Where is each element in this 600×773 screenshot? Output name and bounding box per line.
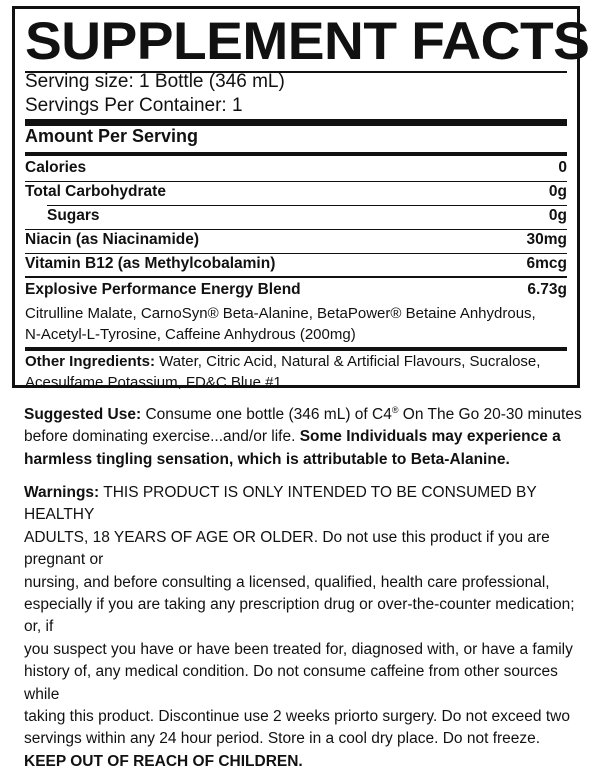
registered-mark: ®	[391, 404, 399, 415]
nutrient-value: 30mg	[526, 231, 567, 248]
nutrient-label: Vitamin B12 (as Methylcobalamin)	[25, 255, 276, 272]
thick-divider	[25, 119, 567, 126]
warnings-line: nursing, and before consulting a licensed, qualified, health care professional,	[24, 573, 550, 591]
nutrient-value: 0g	[548, 183, 567, 200]
blend-line: Citrulline Malate, CarnoSyn® Beta-Alanine, BetaPower® Betaine Anhydrous,	[25, 305, 536, 322]
supplement-facts-panel	[12, 6, 590, 391]
nutrient-label: Niacin (as Niacinamide)	[25, 231, 200, 248]
keep-out-of-reach: KEEP OUT OF REACH OF CHILDREN.	[24, 752, 303, 770]
nutrient-row-vitamin-b12	[25, 253, 567, 277]
warnings-line: history of, any medical condition. Do not consume caffeine from other sources while	[24, 663, 558, 703]
warnings	[24, 482, 584, 773]
other-ingredients	[25, 351, 567, 393]
warnings-line: taking this product. Discontinue use 2 weeks priorto surgery. Do not exceed two	[24, 708, 570, 726]
warnings-line: servings within any 24 hour period. Store in a cool dry place. Do not freeze.	[24, 730, 541, 748]
nutrient-row-carbohydrate	[25, 181, 567, 205]
nutrient-row-energy-blend	[25, 279, 567, 303]
nutrient-row-niacin	[25, 229, 567, 253]
tingling-warning: Some Individuals may experience a	[299, 428, 561, 446]
tingling-warning: harmless tingling sensation, which is attributable to Beta-Alanine.	[24, 450, 510, 468]
warnings-line: ADULTS, 18 YEARS OF AGE OR OLDER. Do not use this product if you are pregnant or	[24, 528, 550, 569]
nutrient-label: Total Carbohydrate	[25, 183, 166, 200]
warnings-line: you suspect you have or have been treated for, diagnosed with, or have a family	[24, 640, 573, 658]
suggested-use-text: before dominating exercise...and/or life.	[24, 428, 300, 446]
warnings-label: Warnings:	[24, 484, 100, 501]
blend-ingredients	[25, 303, 567, 345]
serving-size: Serving size: 1 Bottle (346 mL)	[25, 71, 285, 92]
nutrient-value: 6mcg	[526, 255, 567, 272]
suggested-use	[24, 404, 584, 471]
other-ingredients-label: Other Ingredients:	[25, 353, 156, 370]
nutrient-row-sugars	[25, 205, 567, 229]
other-ingredients-text: Acesulfame Potassium, FD&C Blue #1.	[25, 374, 286, 391]
nutrient-label: Sugars	[47, 207, 100, 224]
blend-line: N-Acetyl-L-Tyrosine, Caffeine Anhydrous (200mg)	[25, 326, 356, 343]
panel-title: SUPPLEMENT FACTS	[25, 12, 590, 71]
nutrient-label: Explosive Performance Energy Blend	[25, 281, 301, 298]
nutrient-label: Calories	[25, 159, 87, 176]
other-ingredients-text: Water, Citric Acid, Natural & Artificial Flavours, Sucralose,	[155, 353, 541, 370]
medium-divider	[25, 152, 567, 156]
nutrient-value: 0g	[548, 207, 567, 224]
suggested-use-text: On The Go 20-30 minutes	[398, 406, 582, 423]
warnings-text: THIS PRODUCT IS ONLY INTENDED TO BE CONSUMED BY HEALTHY	[24, 484, 537, 524]
servings-per-container: Servings Per Container: 1	[25, 95, 243, 116]
suggested-use-text: Consume one bottle (346 mL) of C4	[141, 406, 392, 423]
warnings-line: especially if you are taking any prescription drug or over-the-counter medication; or, if	[24, 596, 575, 636]
nutrient-value: 6.73g	[527, 281, 567, 298]
amount-per-serving: Amount Per Serving	[25, 126, 199, 146]
blend-divider	[25, 276, 567, 278]
nutrient-value: 0	[558, 159, 567, 176]
suggested-use-label: Suggested Use:	[24, 406, 142, 423]
nutrient-row-calories	[25, 157, 567, 181]
